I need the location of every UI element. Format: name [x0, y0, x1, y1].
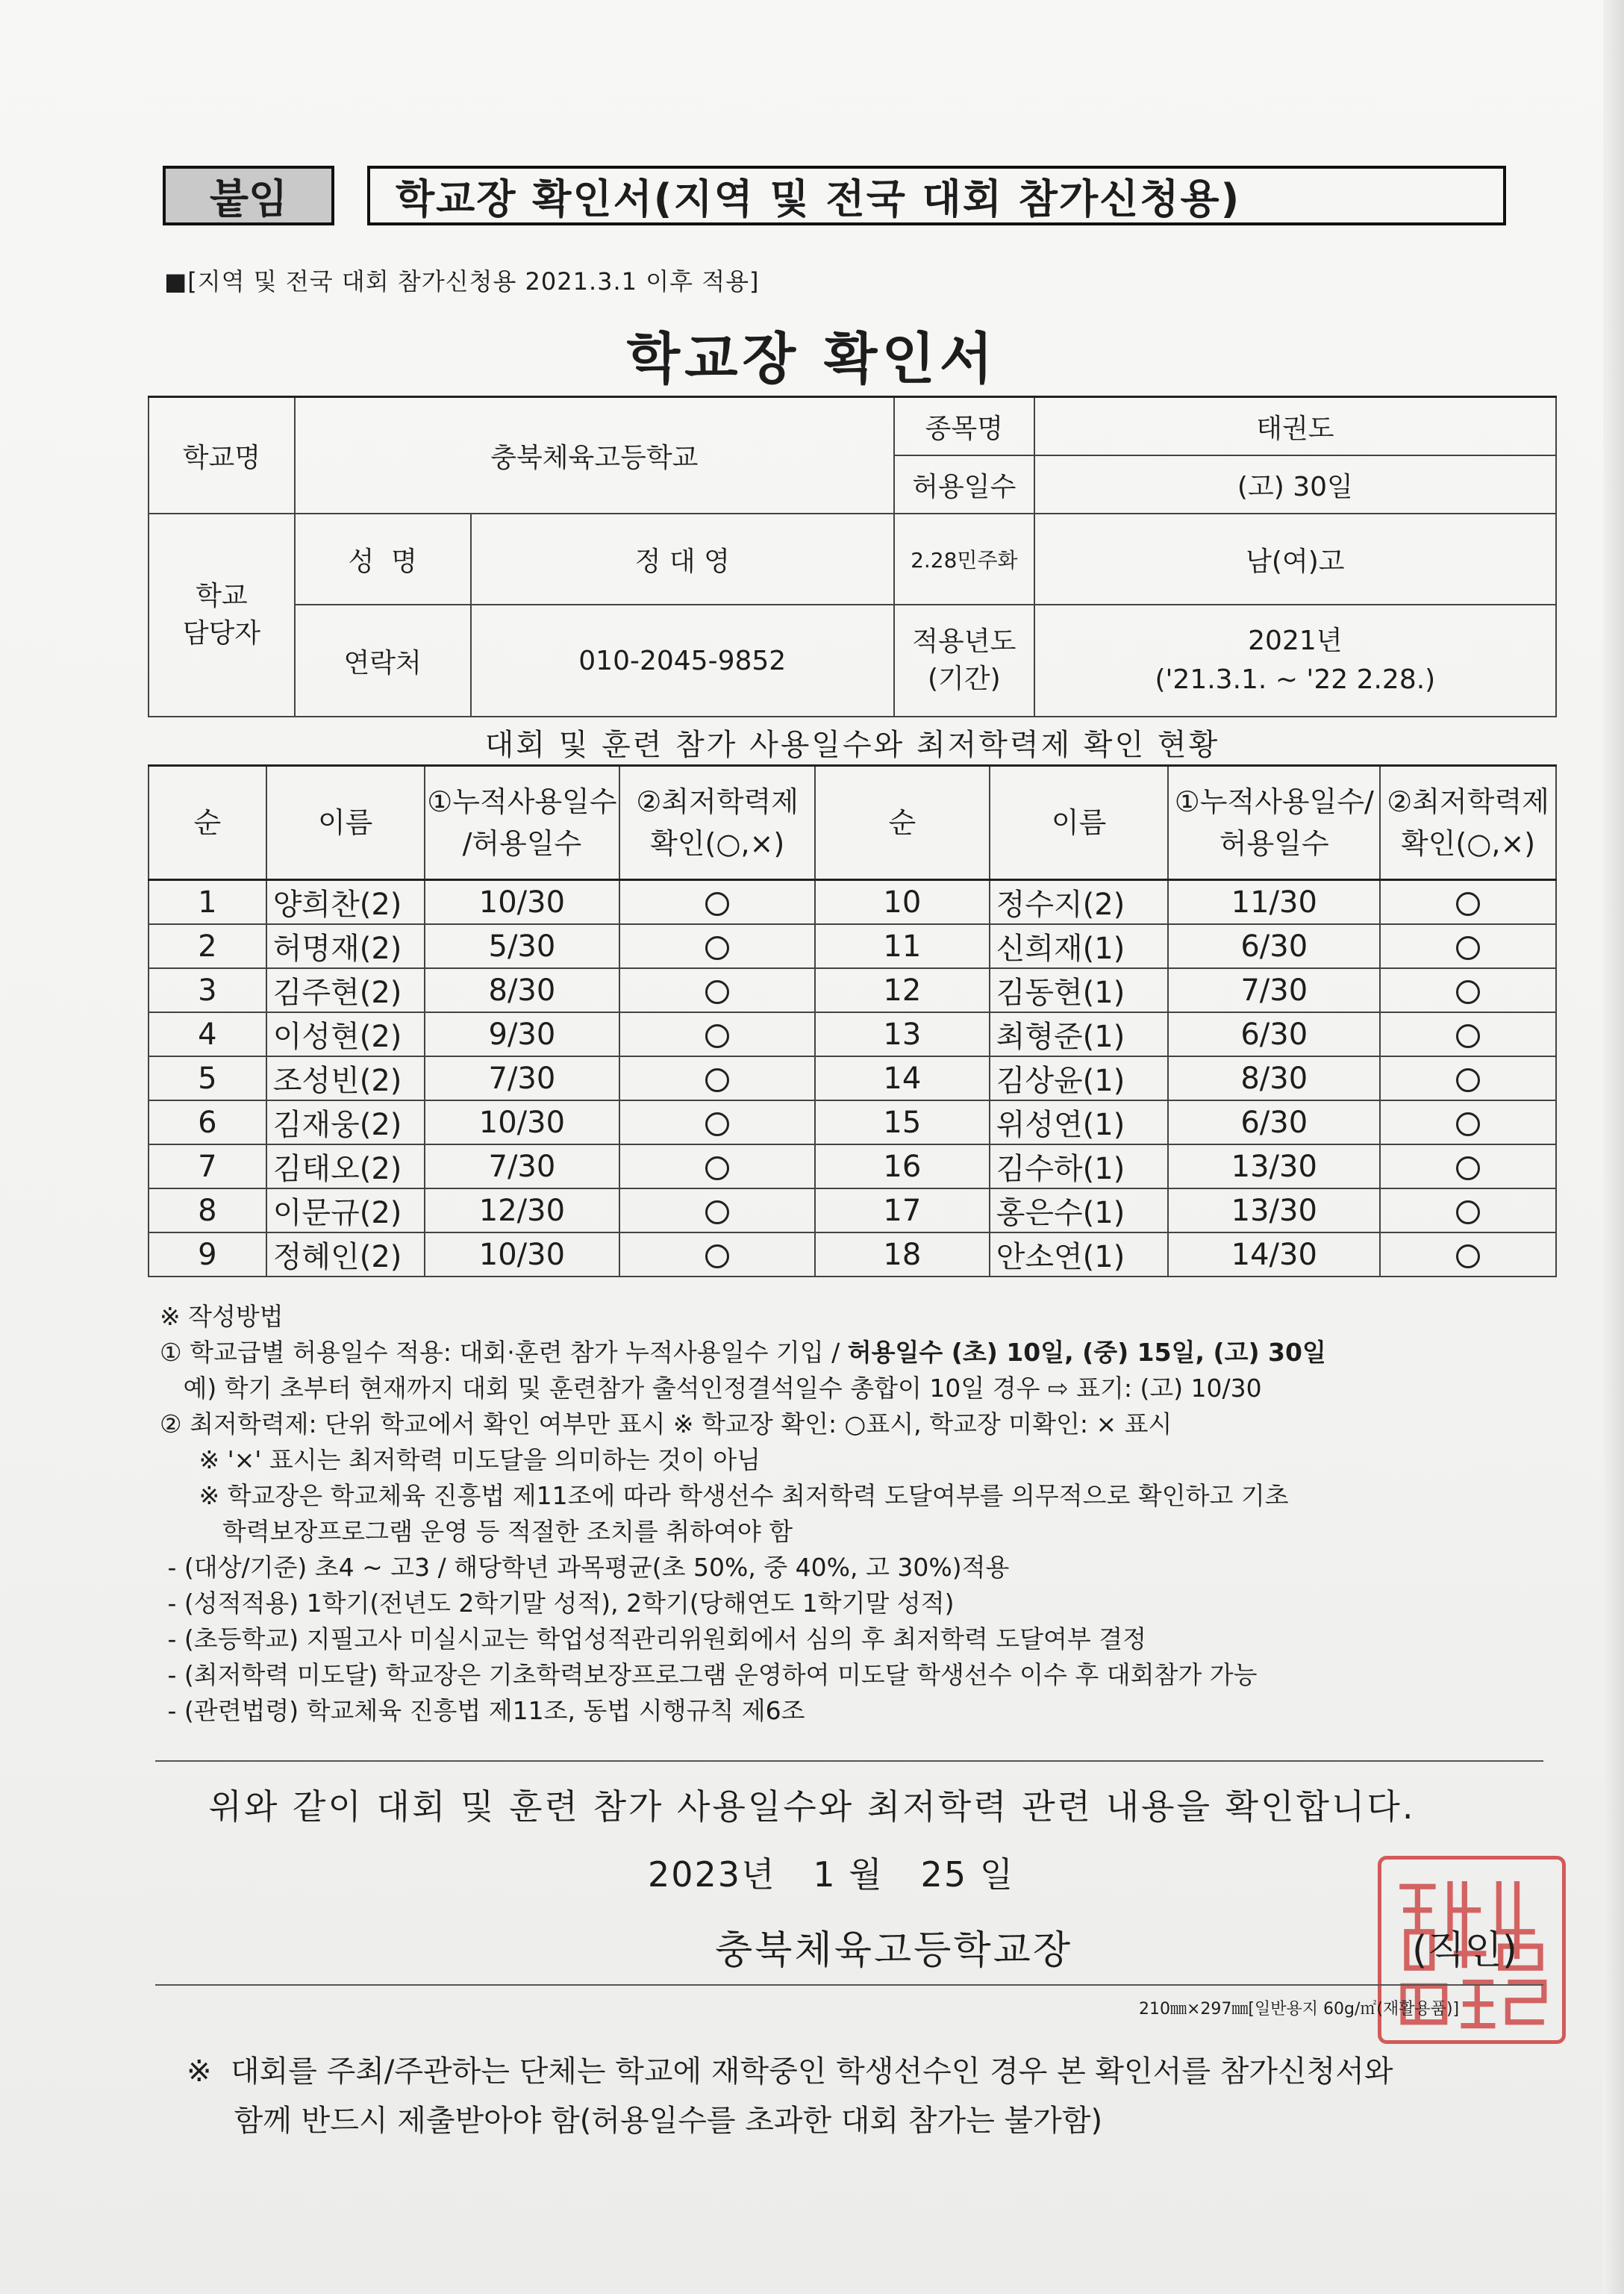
confirmed-circle-icon	[705, 1068, 729, 1092]
divider-top	[155, 1760, 1543, 1762]
days-cell-left: 8/30	[425, 968, 620, 1012]
name-cell-left: 조성빈(2)	[266, 1056, 425, 1100]
confirmation-statement: 위와 같이 대회 및 훈련 참가 사용일수와 최저학력 관련 내용을 확인합니다.	[208, 1786, 1416, 1827]
confirmed-circle-icon	[705, 1156, 729, 1180]
no-cell-right: 14	[815, 1056, 990, 1100]
confirmed-circle-icon	[705, 892, 729, 916]
name-cell-right: 홍은수(1)	[990, 1188, 1169, 1232]
participation-table	[148, 764, 1557, 1277]
instruction-line-8: - (성적적용) 1학기(전년도 2학기말 성적), 2학기(당해연도 1학기말 성적)	[160, 1589, 955, 1618]
no-cell-left: 9	[149, 1232, 266, 1277]
instruction-line-6: 학력보장프로그램 운영 등 적절한 조치를 취하여야 함	[160, 1517, 793, 1546]
confirmed-circle-icon	[1456, 980, 1480, 1004]
confirmed-circle-icon	[1456, 1068, 1480, 1092]
instruction-line-1a: ① 학교급별 허용일수 적용: 대회·훈련 참가 누적사용일수 기입 /	[160, 1338, 848, 1367]
days-cell-left: 10/30	[425, 880, 620, 925]
name-cell-right: 정수지(2)	[990, 880, 1169, 925]
header-title: 학교장 확인서(지역 및 전국 대회 참가신청용)	[367, 166, 1506, 225]
name-cell-right: 위성연(1)	[990, 1100, 1169, 1144]
name-cell-left: 김주현(2)	[266, 968, 425, 1012]
no-cell-left: 7	[149, 1144, 266, 1188]
confirm-cell-right	[1380, 924, 1556, 968]
confirm-cell-right	[1380, 1232, 1556, 1277]
allowed-days-label: 허용일수	[894, 455, 1034, 514]
instruction-line-10: - (최저학력 미도달) 학교장은 기초학력보장프로그램 운영하여 미도달 학생선수 이수 후 대회참가 가능	[160, 1660, 1258, 1689]
confirmed-circle-icon	[1456, 936, 1480, 960]
name-label: 성 명	[295, 514, 471, 605]
name-cell-left: 이성현(2)	[266, 1012, 425, 1056]
confirmed-circle-icon	[705, 1112, 729, 1136]
instructions	[160, 1299, 1326, 1729]
submission-footnote	[187, 2047, 1393, 2145]
table-row	[149, 1100, 1556, 1144]
principal-name: 충북체육고등학교장	[715, 1928, 1073, 1973]
name-cell-left: 허명재(2)	[266, 924, 425, 968]
table-row	[149, 924, 1556, 968]
year-value: 2021년	[1248, 626, 1343, 656]
no-cell-left: 3	[149, 968, 266, 1012]
confirm-cell-left	[619, 1012, 815, 1056]
name-cell-left: 양희찬(2)	[266, 880, 425, 925]
name-cell-left: 정혜인(2)	[266, 1232, 425, 1277]
col-days-header: ①누적사용일수 /허용일수	[425, 766, 620, 880]
gender-value: 남(여)고	[1034, 514, 1556, 605]
days-cell-left: 7/30	[425, 1144, 620, 1188]
days-cell-right: 6/30	[1168, 924, 1380, 968]
democracy-label: 2.28민주화	[894, 514, 1034, 605]
no-cell-left: 5	[149, 1056, 266, 1100]
table-row	[149, 1232, 1556, 1277]
confirm-cell-left	[619, 1056, 815, 1100]
confirmed-circle-icon	[705, 1200, 729, 1224]
no-cell-right: 13	[815, 1012, 990, 1056]
days-cell-right: 6/30	[1168, 1100, 1380, 1144]
attachment-badge: 붙임	[163, 166, 334, 225]
col-confirm-header-right: ②최저학력제 확인(○,×)	[1380, 766, 1556, 880]
instruction-line-9: - (초등학교) 지필고사 미실시교는 학업성적관리위원회에서 심의 후 최저학력 도달여부 결정	[160, 1624, 1147, 1654]
period-value: ('21.3.1. ~ '22 2.28.)	[1155, 664, 1436, 695]
confirmed-circle-icon	[1456, 1156, 1480, 1180]
name-cell-right: 안소연(1)	[990, 1232, 1169, 1277]
section-title: 대회 및 훈련 참가 사용일수와 최저학력제 확인 현황	[484, 728, 1220, 762]
allowed-days-value: (고) 30일	[1034, 455, 1556, 514]
confirmed-circle-icon	[705, 936, 729, 960]
confirm-cell-right	[1380, 1012, 1556, 1056]
document-title: 학교장 확인서	[626, 327, 998, 391]
days-cell-left: 5/30	[425, 924, 620, 968]
info-table	[148, 396, 1557, 717]
col-no-header: 순	[149, 766, 266, 880]
confirm-cell-left	[619, 1188, 815, 1232]
year-cell	[1034, 605, 1556, 717]
table-row	[149, 880, 1556, 925]
no-cell-left: 2	[149, 924, 266, 968]
table-row	[149, 1056, 1556, 1100]
days-cell-right: 13/30	[1168, 1188, 1380, 1232]
table-row	[149, 1188, 1556, 1232]
name-cell-right: 신희재(1)	[990, 924, 1169, 968]
instruction-line-2: 예) 학기 초부터 현재까지 대회 및 훈련참가 출석인정결석일수 총합이 10일 경우 ⇨ 표기: (고) 10/30	[160, 1374, 1262, 1403]
event-label: 종목명	[894, 397, 1034, 456]
year-label: 적용년도 (기간)	[894, 605, 1034, 717]
no-cell-left: 4	[149, 1012, 266, 1056]
no-cell-left: 8	[149, 1188, 266, 1232]
manager-label: 학교 담당자	[149, 514, 295, 717]
contact-label: 연락처	[295, 605, 471, 717]
divider-bottom	[155, 1984, 1543, 1986]
col-no-header-right: 순	[815, 766, 990, 880]
instruction-line-5: ※ 학교장은 학교체육 진흥법 제11조에 따라 학생선수 최저학력 도달여부를 의무적으로 확인하고 기초	[160, 1481, 1289, 1510]
confirmed-circle-icon	[1456, 1112, 1480, 1136]
col-name-header-right: 이름	[990, 766, 1169, 880]
confirm-cell-right	[1380, 1144, 1556, 1188]
no-cell-right: 15	[815, 1100, 990, 1144]
days-cell-left: 9/30	[425, 1012, 620, 1056]
paper-spec: 210㎜×297㎜[일반용지 60g/㎡(재활용품)]	[1139, 2000, 1460, 2019]
confirm-cell-left	[619, 924, 815, 968]
name-cell-right: 최형준(1)	[990, 1012, 1169, 1056]
instruction-line	[160, 1335, 1326, 1371]
days-cell-right: 6/30	[1168, 1012, 1380, 1056]
name-cell-right: 김수하(1)	[990, 1144, 1169, 1188]
confirmed-circle-icon	[1456, 892, 1480, 916]
confirm-cell-left	[619, 880, 815, 925]
table-row	[149, 968, 1556, 1012]
col-name-header: 이름	[266, 766, 425, 880]
days-cell-right: 13/30	[1168, 1144, 1380, 1188]
confirm-cell-right	[1380, 968, 1556, 1012]
confirm-cell-right	[1380, 1056, 1556, 1100]
footnote-line-1: ※ 대회를 주최/주관하는 단체는 학교에 재학중인 학생선수인 경우 본 확인서를 참가신청서와	[187, 2054, 1393, 2089]
instructions-heading: ※ 작성방법	[160, 1302, 284, 1331]
no-cell-left: 6	[149, 1100, 266, 1144]
table-row	[149, 1144, 1556, 1188]
footnote-line-2: 함께 반드시 제출받아야 함(허용일수를 초과한 대회 참가는 불가함)	[187, 2104, 1103, 2138]
days-cell-left: 10/30	[425, 1232, 620, 1277]
days-cell-left: 12/30	[425, 1188, 620, 1232]
instruction-line-1b: 허용일수 (초) 10일, (중) 15일, (고) 30일	[847, 1338, 1326, 1367]
contact-value: 010-2045-9852	[471, 605, 894, 717]
confirm-cell-left	[619, 1232, 815, 1277]
confirm-cell-left	[619, 968, 815, 1012]
confirmed-circle-icon	[1456, 1244, 1480, 1268]
no-cell-right: 16	[815, 1144, 990, 1188]
issue-date: 2023년 1 월 25 일	[648, 1854, 1015, 1895]
days-cell-right: 11/30	[1168, 880, 1380, 925]
instruction-line-3: ② 최저학력제: 단위 학교에서 확인 여부만 표시 ※ 학교장 확인: ○표시, 학교장 미확인: × 표시	[160, 1409, 1172, 1439]
event-value: 태권도	[1034, 397, 1556, 456]
table-header-row	[149, 766, 1556, 880]
confirm-cell-right	[1380, 1188, 1556, 1232]
col-days-header-right: ①누적사용일수/ 허용일수	[1168, 766, 1380, 880]
days-cell-right: 14/30	[1168, 1232, 1380, 1277]
confirm-cell-left	[619, 1100, 815, 1144]
confirmed-circle-icon	[1456, 1024, 1480, 1048]
days-cell-right: 8/30	[1168, 1056, 1380, 1100]
no-cell-right: 12	[815, 968, 990, 1012]
col-confirm-header: ②최저학력제 확인(○,×)	[619, 766, 815, 880]
name-cell-right: 김동현(1)	[990, 968, 1169, 1012]
name-cell-left: 김재웅(2)	[266, 1100, 425, 1144]
instruction-line-7: - (대상/기준) 초4 ~ 고3 / 해당학년 과목평균(초 50%, 중 40%, 고 30%)적용	[160, 1553, 1010, 1582]
confirm-cell-left	[619, 1144, 815, 1188]
confirmed-circle-icon	[1456, 1200, 1480, 1224]
confirm-cell-right	[1380, 1100, 1556, 1144]
instruction-line-4: ※ '×' 표시는 최저학력 미도달을 의미하는 것이 아님	[160, 1445, 761, 1474]
confirm-cell-right	[1380, 880, 1556, 925]
table-row	[149, 1012, 1556, 1056]
no-cell-right: 11	[815, 924, 990, 968]
days-cell-right: 7/30	[1168, 968, 1380, 1012]
school-name-label: 학교명	[149, 397, 295, 514]
name-cell-left: 김태오(2)	[266, 1144, 425, 1188]
days-cell-left: 10/30	[425, 1100, 620, 1144]
seal-label: (직인)	[1412, 1928, 1518, 1973]
no-cell-right: 10	[815, 880, 990, 925]
applicability-note: ■[지역 및 전국 대회 참가신청용 2021.3.1 이후 적용]	[164, 267, 760, 296]
name-cell-left: 이문규(2)	[266, 1188, 425, 1232]
no-cell-right: 18	[815, 1232, 990, 1277]
days-cell-left: 7/30	[425, 1056, 620, 1100]
name-cell-right: 김상윤(1)	[990, 1056, 1169, 1100]
no-cell-left: 1	[149, 880, 266, 925]
no-cell-right: 17	[815, 1188, 990, 1232]
confirmed-circle-icon	[705, 1244, 729, 1268]
instruction-line-11: - (관련법령) 학교체육 진흥법 제11조, 동법 시행규칙 제6조	[160, 1696, 805, 1725]
school-name-value: 충북체육고등학교	[295, 397, 894, 514]
confirmed-circle-icon	[705, 980, 729, 1004]
confirmed-circle-icon	[705, 1024, 729, 1048]
name-value: 정 대 영	[471, 514, 894, 605]
